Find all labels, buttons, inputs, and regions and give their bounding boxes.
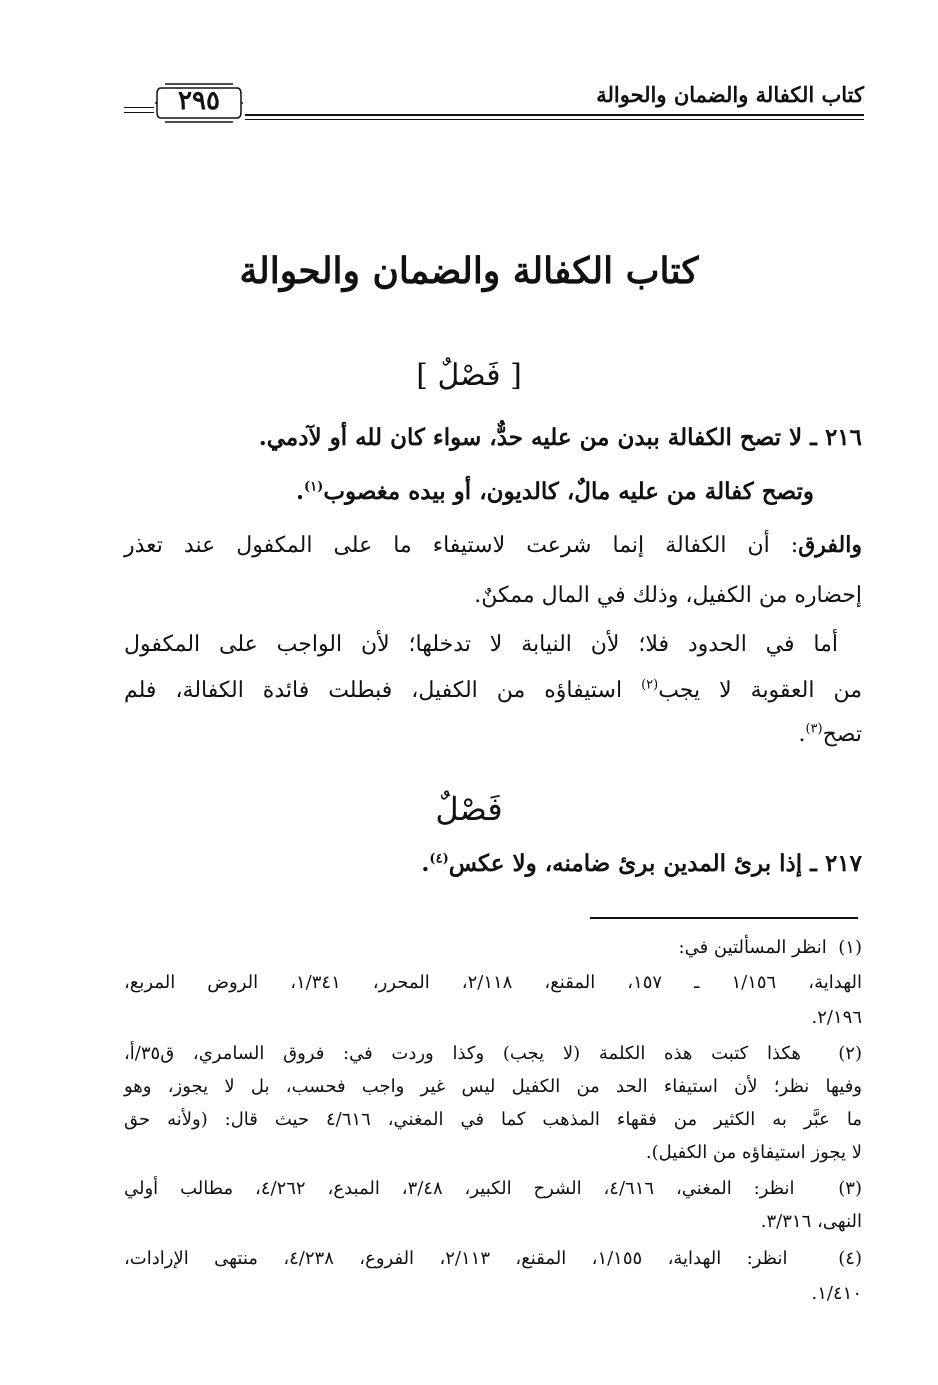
- chapter-title: كتاب الكفالة والضمان والحوالة: [239, 250, 699, 292]
- difference-text: : أن الكفالة إنما شرعت لاستيفاء ما على المكفول عند تعذر: [124, 533, 799, 558]
- paragraph-line2: [124, 678, 862, 703]
- rule-216-line2: [296, 478, 814, 505]
- footnote-2-line1: [124, 1043, 862, 1064]
- footnote-1-line1: [679, 937, 863, 958]
- footnote-3-text: انظر: المغني، ٤/٦١٦، الشرح الكبير، ٣/٤٨، المبدع، ٤/٢٦٢، مطالب أولي: [124, 1178, 795, 1199]
- footnote-2-line4: لا يجوز استيفاؤه من الكفيل).: [645, 1142, 862, 1163]
- rule-216-line1: ٢١٦ ـ لا تصح الكفالة ببدن من عليه حدٌّ، سواء كان لله أو لآدمي.: [258, 424, 862, 451]
- footnote-1-number: (١): [838, 937, 862, 958]
- footnote-4-line2: ١/٤١٠.: [811, 1283, 862, 1304]
- rule-217-text: ٢١٧ ـ إذا برئ المدين برئ ضامنه، ولا عكس: [448, 850, 862, 877]
- footnote-3-line1: [124, 1178, 862, 1199]
- footnote-separator: [590, 917, 858, 919]
- paragraph-line2-b: استيفاؤه من الكفيل، فبطلت فائدة الكفالة، فلم: [124, 678, 642, 703]
- page-number: ٢٩٥: [178, 86, 220, 116]
- footnote-ref-2: (٢): [641, 677, 659, 693]
- difference-line2: إحضاره من الكفيل، وذلك في المال ممكنٌ.: [474, 583, 862, 608]
- footnote-ref-4: (٤): [429, 851, 449, 867]
- paragraph-line3-text: تصح: [822, 722, 862, 747]
- footnote-2-number: (٢): [838, 1043, 862, 1064]
- footnote-3-number: (٣): [838, 1178, 862, 1199]
- difference-line1: [124, 532, 862, 558]
- footnote-1-line2: الهداية، ١/١٥٦ ـ ١٥٧، المقنع، ٢/١١٨، المحرر، ١/٣٤١، الروض المربع،: [124, 972, 862, 993]
- footnote-1-line3: ٢/١٩٦.: [811, 1007, 862, 1028]
- footnote-2-line2: وفيها نظر؛ لأن استيفاء الحد من الكفيل ليس غير واجب فحسب، بل لا يجوز، وهو: [124, 1076, 862, 1097]
- running-header-title: كتاب الكفالة والضمان والحوالة: [596, 82, 864, 107]
- header-rule: [245, 114, 864, 116]
- rule-217-end: .: [421, 850, 430, 877]
- difference-label: والفرق: [798, 532, 862, 558]
- footnote-4-text: انظر: الهداية، ١/١٥٥، المقنع، ٢/١١٣، الفروع، ٤/٢٣٨، منتهى الإرادات،: [124, 1248, 788, 1269]
- rule-217: [421, 850, 862, 877]
- section-heading-2: فَصْلٌ: [435, 790, 503, 828]
- paragraph-line3: [798, 722, 862, 747]
- footnote-2-line3: ما عبَّر به الكثير من فقهاء المذهب كما في المغني، ٤/٦١٦ حيث قال: (ولأنه حق: [124, 1109, 862, 1130]
- footnote-ref-1: (١): [304, 479, 324, 495]
- footnote-2-text: هكذا كتبت هذه الكلمة (لا يجب) وكذا وردت في: فروق السامري، ق٣٥/أ،: [124, 1043, 801, 1064]
- footnote-3-line2: النهى، ٣/٣١٦.: [760, 1211, 862, 1232]
- section-heading-1: [ فَصْلٌ ]: [416, 358, 522, 393]
- paragraph-line2-a: من العقوبة لا يجب: [658, 678, 863, 703]
- rule-216-line2-end: .: [296, 478, 305, 505]
- footnote-4-line1: [124, 1248, 862, 1269]
- rule-216-line2-text: وتصح كفالة من عليه مالٌ، كالديون، أو بيده مغصوب: [323, 478, 814, 505]
- footnote-1-text: انظر المسألتين في:: [678, 937, 827, 958]
- footnote-4-number: (٤): [838, 1248, 862, 1269]
- paragraph-line3-end: .: [798, 722, 806, 747]
- paragraph-line1: أما في الحدود فلا؛ لأن النيابة لا تدخلها؛ لأن الواجب على المكفول: [124, 632, 838, 657]
- header-left-rule: [124, 107, 154, 117]
- footnote-ref-3: (٣): [805, 721, 823, 737]
- header-rule-thin: [245, 119, 864, 120]
